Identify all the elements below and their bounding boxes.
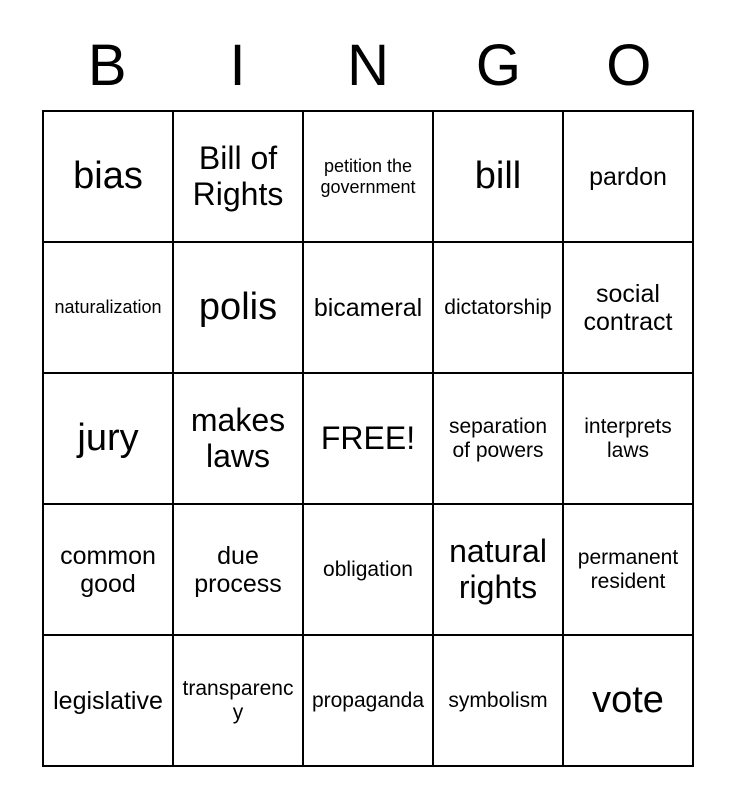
bingo-cell[interactable] xyxy=(44,636,174,767)
bingo-cell-free[interactable] xyxy=(304,374,434,505)
header-letter-i: I xyxy=(229,33,246,98)
bingo-cell[interactable] xyxy=(434,505,564,636)
bingo-cell-label: Bill of Rights xyxy=(192,139,284,212)
bingo-cell-label: symbolism xyxy=(448,688,548,712)
header-letter-g: G xyxy=(475,33,521,98)
bingo-cell[interactable] xyxy=(304,505,434,636)
bingo-cell-label: naturalization xyxy=(54,297,162,318)
bingo-cell-label: bill xyxy=(474,155,522,198)
bingo-cell[interactable] xyxy=(564,505,694,636)
bingo-cell-label: petition the government xyxy=(320,156,416,197)
bingo-cell[interactable] xyxy=(174,505,304,636)
bingo-cell[interactable] xyxy=(44,374,174,505)
bingo-cell[interactable] xyxy=(304,112,434,243)
bingo-cell-label: dictatorship xyxy=(444,295,552,319)
bingo-cell-label: polis xyxy=(198,286,278,329)
bingo-cell[interactable] xyxy=(174,374,304,505)
bingo-cell-label: bicameral xyxy=(313,293,423,322)
bingo-cell[interactable] xyxy=(434,112,564,243)
bingo-grid xyxy=(42,110,694,767)
bingo-cell[interactable] xyxy=(174,112,304,243)
bingo-cell[interactable] xyxy=(304,636,434,767)
bingo-cell[interactable] xyxy=(44,112,174,243)
bingo-cell-label: permanent resident xyxy=(577,545,679,593)
header-letter-b: B xyxy=(87,33,127,98)
bingo-header xyxy=(42,0,694,102)
bingo-cell-label: social contract xyxy=(583,279,673,336)
header-letter-n: N xyxy=(347,33,389,98)
bingo-cell-label: FREE! xyxy=(320,419,416,456)
bingo-cell-label: separation of powers xyxy=(448,414,548,462)
header-letter-o: O xyxy=(606,33,652,98)
bingo-cell-label: common good xyxy=(60,541,156,598)
bingo-cell-label: jury xyxy=(77,417,139,460)
bingo-cell-label: transparency xyxy=(182,676,294,724)
bingo-cell-label: obligation xyxy=(323,557,413,581)
bingo-cell[interactable] xyxy=(564,243,694,374)
bingo-cell-label: vote xyxy=(592,679,664,722)
bingo-cell[interactable] xyxy=(44,505,174,636)
bingo-cell-label: makes laws xyxy=(190,401,286,474)
bingo-cell[interactable] xyxy=(174,243,304,374)
bingo-cell-label: legislative xyxy=(53,686,163,715)
bingo-cell-label: bias xyxy=(73,155,143,198)
bingo-cell[interactable] xyxy=(564,636,694,767)
bingo-cell-label: pardon xyxy=(589,162,667,191)
bingo-cell[interactable] xyxy=(304,243,434,374)
bingo-cell[interactable] xyxy=(564,374,694,505)
bingo-cell[interactable] xyxy=(44,243,174,374)
bingo-cell[interactable] xyxy=(434,636,564,767)
bingo-cell-label: interprets laws xyxy=(584,414,672,462)
bingo-cell[interactable] xyxy=(174,636,304,767)
bingo-cell[interactable] xyxy=(564,112,694,243)
bingo-cell[interactable] xyxy=(434,374,564,505)
bingo-cell[interactable] xyxy=(434,243,564,374)
bingo-cell-label: propaganda xyxy=(311,688,425,712)
bingo-cell-label: natural rights xyxy=(449,532,547,605)
bingo-cell-label: due process xyxy=(194,541,282,598)
